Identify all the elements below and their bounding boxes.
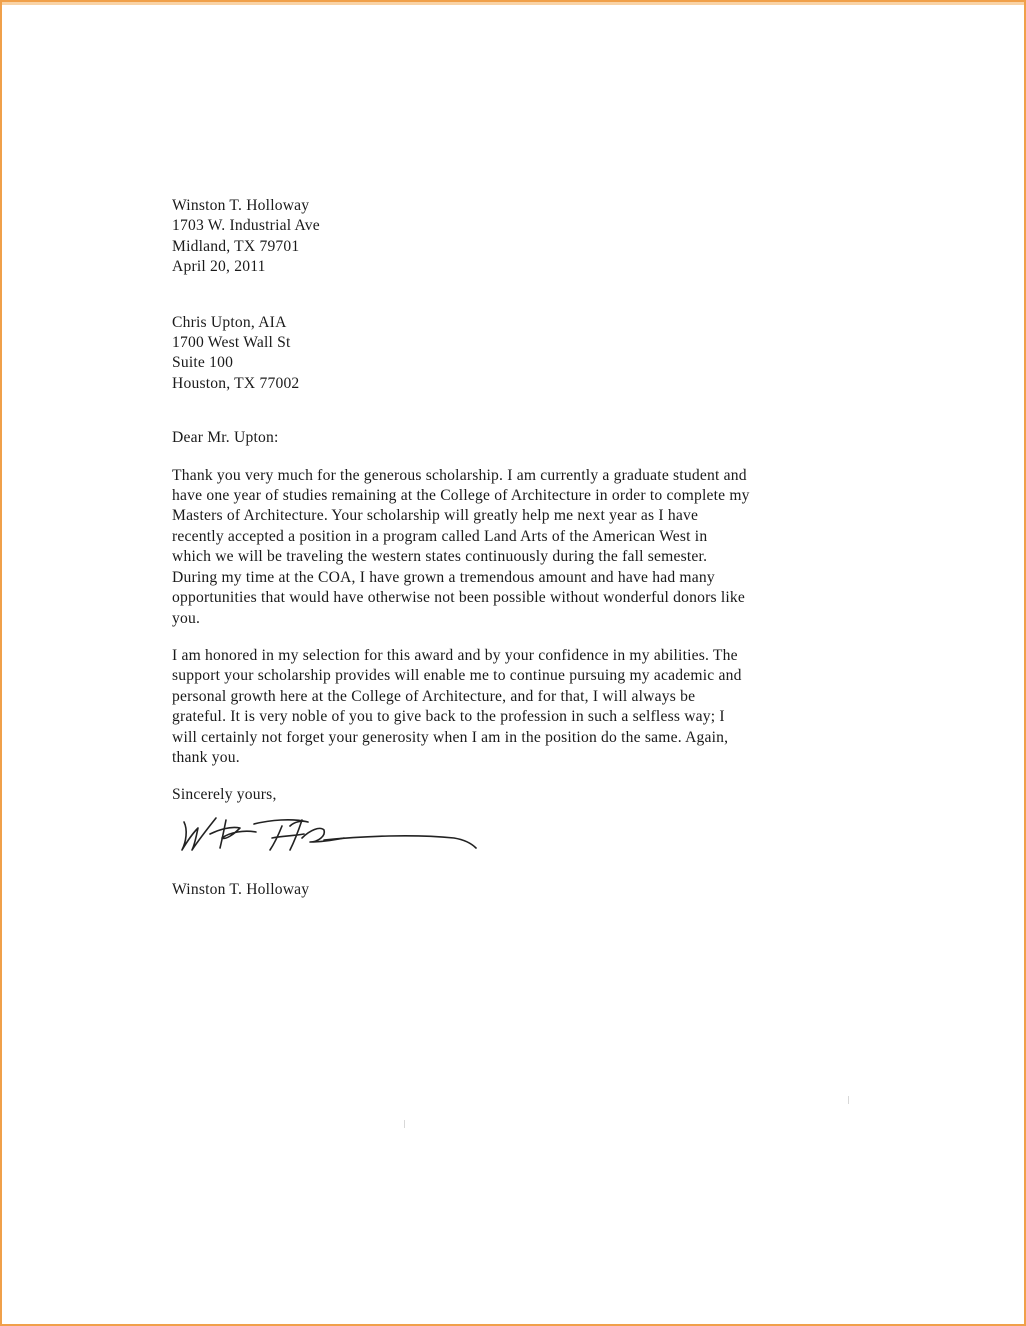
- signer-name: Winston T. Holloway: [172, 880, 310, 898]
- handwritten-signature: [174, 808, 484, 860]
- letter-date: April 20, 2011: [172, 258, 266, 276]
- paragraph-line: grateful. It is very noble of you to give back to the profession in such a selfless way; I: [172, 708, 725, 726]
- paragraph-line: Thank you very much for the generous scholarship. I am currently a graduate student and: [172, 466, 747, 484]
- paragraph-line: will certainly not forget your generosity when I am in the position do the same. Again,: [172, 728, 729, 746]
- paragraph-line: thank you.: [172, 748, 240, 766]
- scan-speck: [404, 1120, 405, 1128]
- paragraph-line: support your scholarship provides will enable me to continue pursuing my academic and: [172, 667, 742, 685]
- sender-name: Winston T. Holloway: [172, 197, 310, 214]
- body-paragraph-2: [172, 646, 872, 768]
- scan-speck: [848, 1096, 849, 1104]
- letter-body: [172, 196, 872, 900]
- recipient-suite: Suite 100: [172, 354, 234, 372]
- paragraph-line: During my time at the COA, I have grown a tremendous amount and have had many: [172, 568, 715, 586]
- paragraph-line: Masters of Architecture. Your scholarship will greatly help me next year as I have: [172, 507, 699, 525]
- paragraph-line: which we will be traveling the western states continuously during the fall semester.: [172, 548, 708, 566]
- sender-street: 1703 W. Industrial Ave: [172, 217, 320, 235]
- recipient-city: Houston, TX 77002: [172, 374, 300, 392]
- body-paragraph-1: [172, 466, 872, 629]
- paragraph-line: have one year of studies remaining at the College of Architecture in order to complete my: [172, 487, 750, 505]
- recipient-address-block: [172, 313, 872, 395]
- paragraph-line: personal growth here at the College of Architecture, and for that, I will always be: [172, 687, 696, 705]
- paragraph-line: opportunities that would have otherwise not been possible without wonderful donors like: [172, 589, 746, 607]
- sender-address-block: [172, 196, 872, 278]
- closing: Sincerely yours,: [172, 786, 277, 804]
- salutation: Dear Mr. Upton:: [172, 429, 279, 447]
- page-top-edge: [2, 2, 1024, 5]
- recipient-name: Chris Upton, AIA: [172, 313, 287, 331]
- paragraph-line: I am honored in my selection for this award and by your confidence in my abilities. The: [172, 646, 738, 664]
- paragraph-line: you.: [172, 609, 201, 627]
- paragraph-line: recently accepted a position in a program called Land Arts of the American West in: [172, 527, 708, 545]
- sender-city: Midland, TX 79701: [172, 237, 300, 255]
- recipient-street: 1700 West Wall St: [172, 334, 291, 352]
